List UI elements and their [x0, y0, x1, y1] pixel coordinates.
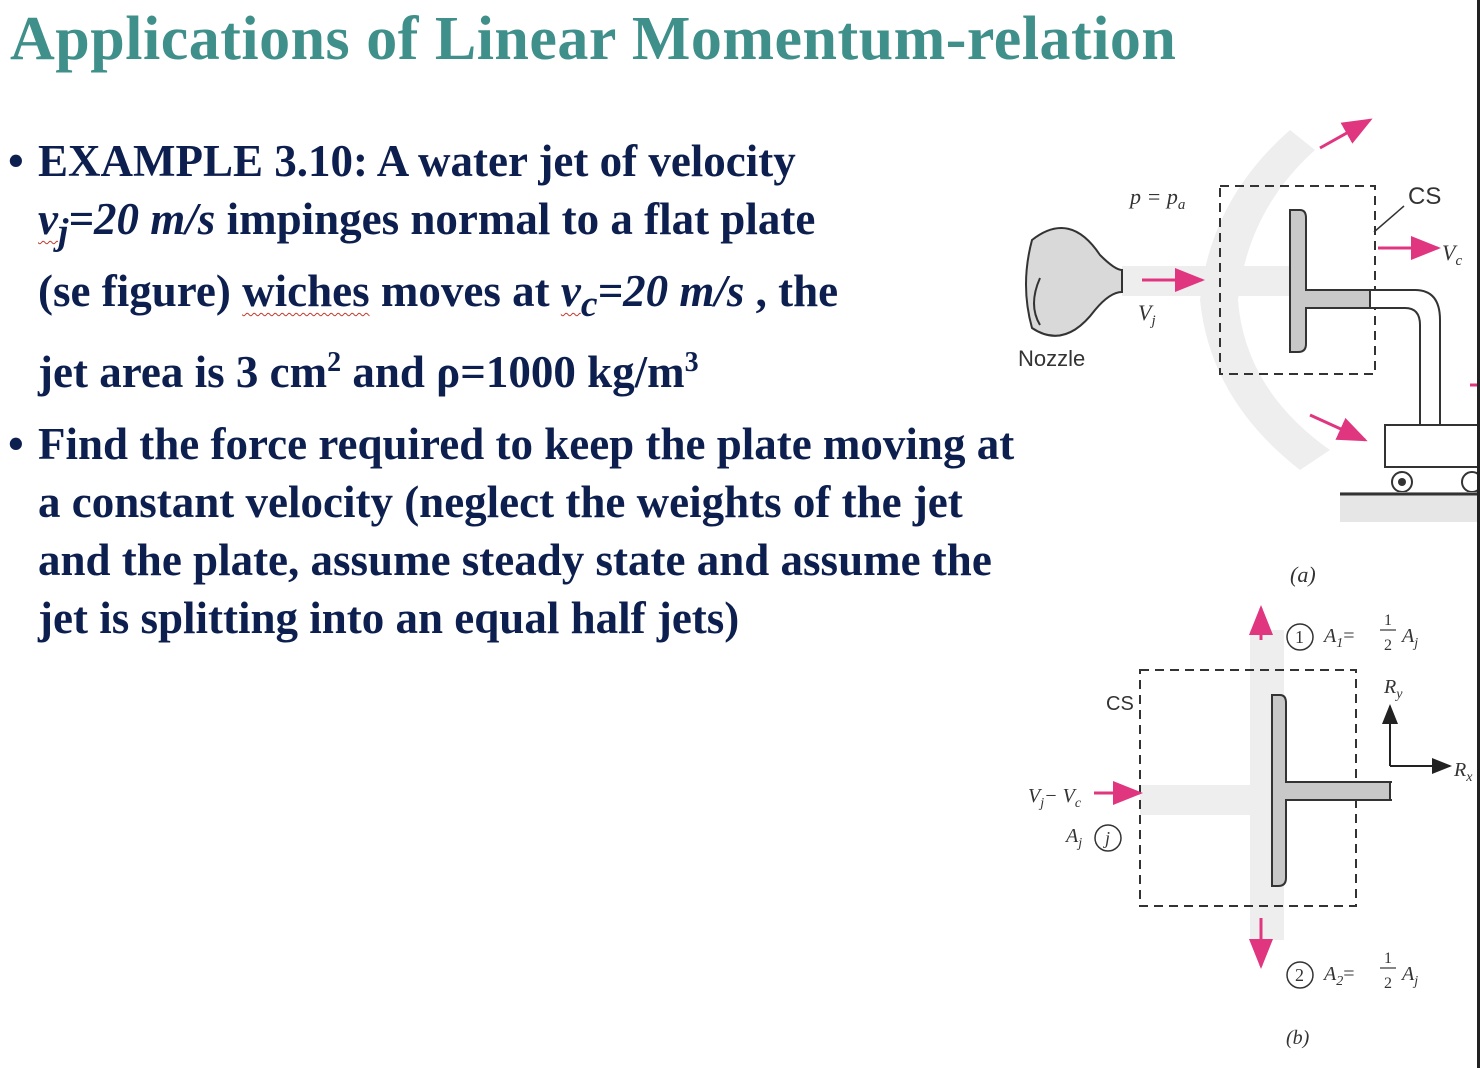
plate-a	[1290, 210, 1370, 352]
bullet-dot: •	[8, 419, 24, 469]
example-line3-b: moves at	[369, 266, 561, 316]
cs-label-a: CS	[1408, 183, 1442, 210]
half-numerator: 1	[1384, 612, 1392, 629]
caption-a: (a)	[1290, 562, 1316, 587]
station2-aj: $A_j$	[1402, 963, 1419, 989]
vc-label: $V_c$	[1442, 240, 1463, 269]
task-text: Find the force required to keep the plate moving at a constant velocity (neglect the weights of the jet and the plate, assume steady state and assume the jet is splitting into an equal half jets)	[38, 419, 1015, 643]
task-bullet	[8, 415, 1018, 647]
relative-velocity-label: $V_j- V_c$	[1028, 785, 1082, 811]
caption-b: (b)	[1286, 1027, 1310, 1049]
example-line3-c: , the	[744, 266, 839, 316]
station-j-label: j	[1105, 828, 1111, 848]
station2-number: 2	[1295, 965, 1304, 985]
station1-area: $A_1=$	[1324, 625, 1355, 651]
example-line3-a: (se figure)	[38, 266, 243, 316]
figure-panel	[1010, 100, 1480, 1068]
vc-subscript: c	[580, 284, 598, 325]
upper-flow-arrow	[1320, 120, 1370, 148]
area-exponent: 2	[327, 347, 342, 378]
station2-area: $A_2=$	[1324, 963, 1355, 989]
slide-title: Applications of Linear Momentum-relation	[10, 5, 1177, 73]
half-denominator: 2	[1384, 637, 1392, 654]
jet-plate-diagram	[1010, 100, 1480, 1068]
station1-aj: $A_j$	[1402, 625, 1419, 651]
vj-subscript: j	[57, 212, 69, 253]
example-line4-b: and ρ=1000 kg/m	[341, 347, 685, 397]
vj-value: =20 m/s	[68, 194, 216, 244]
jet-horizontal-b	[1140, 785, 1270, 815]
cs-label-b: CS	[1106, 693, 1134, 715]
cart-arm	[1370, 290, 1440, 425]
ground	[1340, 492, 1480, 522]
lower-flow-arrow	[1310, 415, 1365, 440]
vj-label: $V_j$	[1138, 300, 1156, 329]
misspelled-word: wiches	[242, 266, 370, 316]
example-bullet	[8, 132, 1018, 401]
plate-b	[1272, 695, 1390, 886]
nozzle-label: Nozzle	[1018, 346, 1086, 371]
nozzle-shape	[1026, 228, 1122, 336]
half-numerator-2: 1	[1384, 950, 1392, 967]
cart-body	[1385, 425, 1480, 467]
example-heading: EXAMPLE 3.10: A water jet of velocity	[38, 136, 796, 186]
jet-area-label: $A_j$	[1066, 825, 1083, 851]
figure-b	[1028, 608, 1473, 1049]
pressure-label: $p = p_a$	[1130, 184, 1186, 213]
example-line4-a: jet area is 3 cm	[38, 347, 328, 397]
bullet-dot: •	[8, 136, 24, 186]
example-line2: impinges normal to a flat plate	[215, 194, 816, 244]
vc-symbol: v	[560, 266, 581, 316]
bullet-list	[8, 132, 1018, 661]
density-exponent: 3	[684, 347, 699, 378]
rx-label: $R_x$	[1454, 759, 1473, 785]
vc-value: =20 m/s	[597, 266, 745, 316]
vj-symbol: v	[38, 194, 58, 244]
half-denominator-2: 2	[1384, 975, 1392, 992]
station1-number: 1	[1295, 627, 1304, 647]
ry-label: $R_y$	[1384, 676, 1403, 702]
figure-a	[1018, 120, 1480, 587]
